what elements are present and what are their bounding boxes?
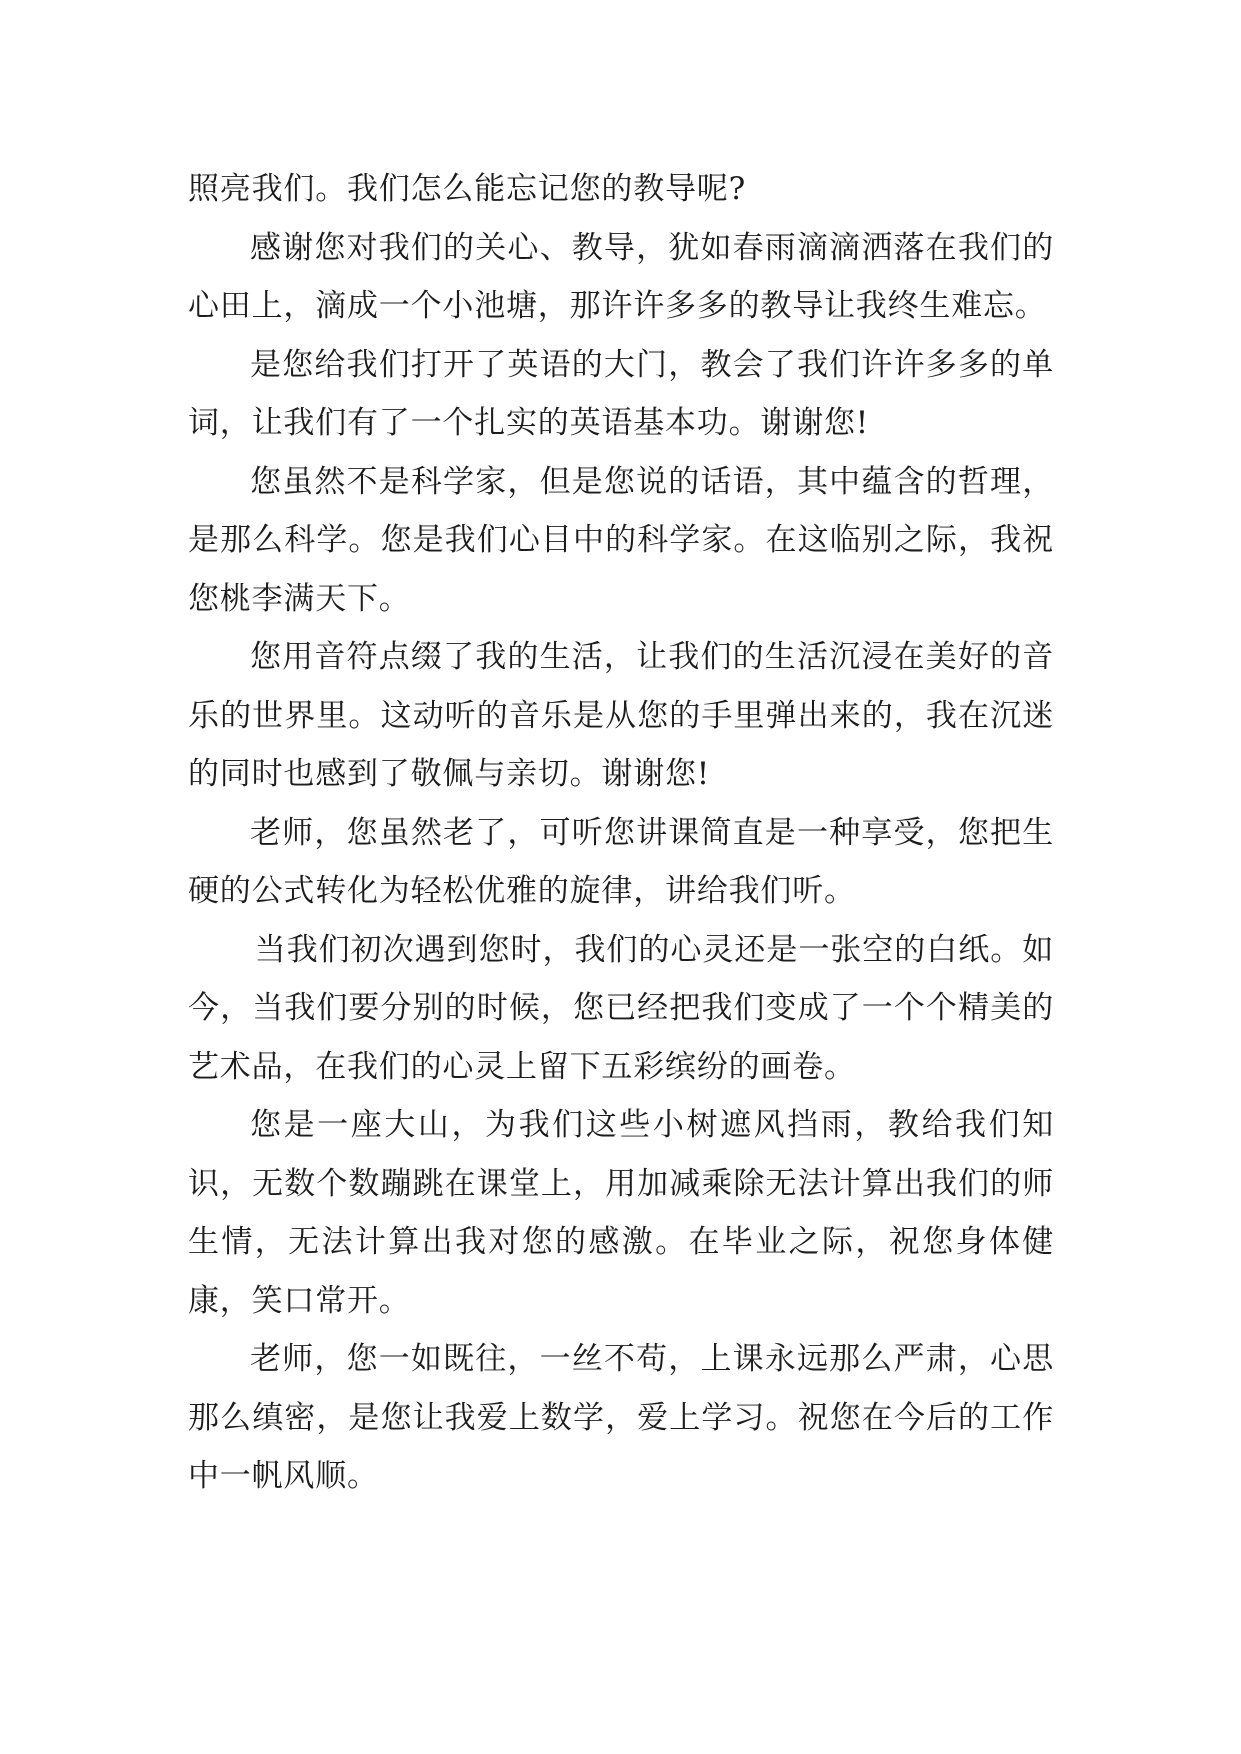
- paragraph-7: 当我们初次遇到您时，我们的心灵还是一张空的白纸。如今，当我们要分别的时候，您已经把我们变成了一个个精美的艺术品，在我们的心灵上留下五彩缤纷的画卷。: [188, 931, 1054, 1085]
- paragraph-5: 您用音符点缀了我的生活，让我们的生活沉浸在美好的音乐的世界里。这动听的音乐是从您的手里弹出来的，我在沉迷的同时也感到了敬佩与亲切。谢谢您!: [188, 639, 1054, 792]
- paragraph-9: 老师，您一如既往，一丝不苟，上课永远那么严肃，心思那么缜密，是您让我爱上数学，爱上学习。祝您在今后的工作中一帆风顺。: [188, 1341, 1054, 1494]
- paragraph-3: 是您给我们打开了英语的大门，教会了我们许许多多的单词，让我们有了一个扎实的英语基本功。谢谢您!: [188, 346, 1054, 441]
- paragraph-2: 感谢您对我们的关心、教导，犹如春雨滴滴洒落在我们的心田上，滴成一个小池塘，那许许多多的教导让我终生难忘。: [188, 229, 1054, 324]
- paragraph-8: 您是一座大山，为我们这些小树遮风挡雨，教给我们知识，无数个数蹦跳在课堂上，用加减乘除无法计算出我们的师生情，无法计算出我对您的感激。在毕业之际，祝您身体健康，笑口常开。: [188, 1107, 1054, 1319]
- document-body: [188, 160, 1054, 1506]
- paragraph-6: 老师，您虽然老了，可听您讲课简直是一种享受，您把生硬的公式转化为轻松优雅的旋律，讲给我们听。: [188, 814, 1054, 909]
- paragraph-1: 照亮我们。我们怎么能忘记您的教导呢?: [188, 171, 747, 207]
- paragraph-4: 您虽然不是科学家，但是您说的话语，其中蕴含的哲理，是那么科学。您是我们心目中的科学家。在这临别之际，我祝您桃李满天下。: [188, 463, 1054, 617]
